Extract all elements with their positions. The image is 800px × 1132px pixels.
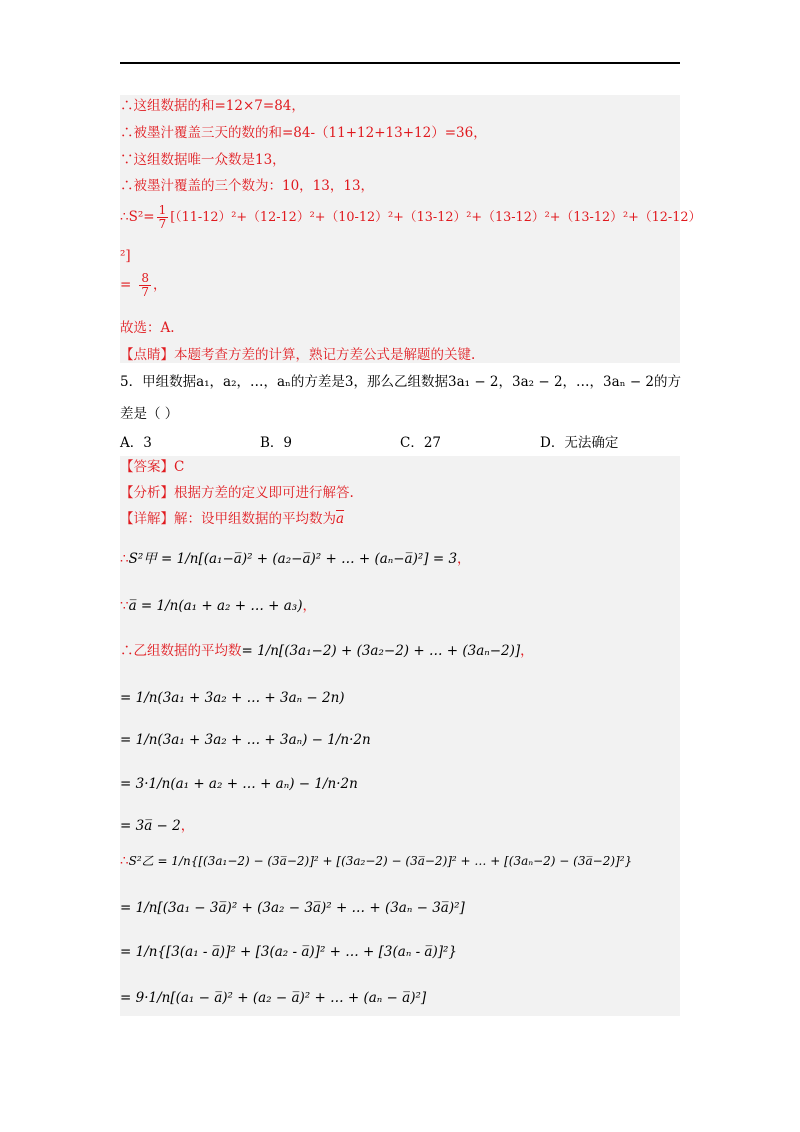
sol4-comment: 【点睛】本题考查方差的计算，熟记方差公式是解题的关键. — [120, 347, 476, 363]
sol5-step-7: = 3a̅ − 2， — [120, 818, 195, 834]
sol4-result-line: = $\frac{8}{7}$ ， — [120, 271, 167, 299]
equation: S²甲 = 1/n[(a₁−a̅)² + (a₂−a̅)² + … + (aₙ−a̅)²] = 3 — [128, 551, 458, 567]
sol4-line-3: ∵这组数据唯一众数是13， — [120, 152, 286, 168]
variance-prefix: ∴S²= — [120, 209, 155, 225]
sol4-line-4: ∴被墨汁覆盖的三个数为：10，13，13， — [120, 178, 375, 194]
sol5-answer: 【答案】C — [120, 459, 185, 475]
sol4-line-2: ∴被墨汁覆盖三天的数的和=84-（11+12+13+12）=36， — [120, 125, 487, 141]
sol5-step-3: ∴乙组数据的平均数= 1/n[(3a₁−2) + (3a₂−2) + … + (3aₙ−2)]， — [120, 643, 534, 659]
sol5-step-1: ∴S²甲 = 1/n[(a₁−a̅)² + (a₂−a̅)² + … + (aₙ−a̅)²] = 3， — [120, 551, 471, 567]
variance-terms: [（11-12）²+（12-12）²+（10-12）²+（13-12）²+（13-12）²+（13-12）²+（12-12） — [170, 210, 702, 225]
sol4-line-6: ²] — [120, 248, 131, 264]
q5-stem-1: 5．甲组数据a₁，a₂，…，aₙ的方差是3，那么乙组数据3a₁ − 2，3a₂ − 2，…，3aₙ − 2的方 — [120, 374, 682, 390]
sol5-step-2: ∵a̅ = 1/n(a₁ + a₂ + … + a₃)， — [120, 598, 316, 614]
header-rule — [120, 62, 680, 64]
q5-option-c: C．27 — [400, 435, 442, 451]
q5-stem-2: 差是（ ） — [120, 406, 179, 422]
q5-option-a: A．3 — [120, 435, 152, 451]
sol5-step-6: = 3·1/n(a₁ + a₂ + … + aₙ) − 1/n·2n — [120, 776, 358, 792]
sol5-step-8: ∴S²乙 = 1/n{[(3a₁−2) − (3a̅−2)]² + [(3a₂−2) − (3a̅−2)]² + … + [(3aₙ−2) − (3a̅−2)]²} — [120, 853, 633, 869]
sol5-step-4: = 1/n(3a₁ + 3a₂ + … + 3aₙ − 2n) — [120, 690, 345, 706]
variance-fraction: $\frac{1}{7}$ — [158, 203, 167, 231]
sol4-variance-line — [120, 203, 702, 231]
sol5-detail: 【详解】解：设甲组数据的平均数为$\overline{a}$ — [120, 511, 345, 527]
sol4-line-1: ∴这组数据的和=12×7=84， — [120, 98, 305, 114]
sol5-step-9: = 1/n[(3a₁ − 3a̅)² + (3a₂ − 3a̅)² + … + (3aₙ − 3a̅)²] — [120, 900, 465, 916]
q5-option-d: D．无法确定 — [540, 435, 619, 451]
sol5-step-10: = 1/n{[3(a₁ - a̅)]² + [3(a₂ - a̅)]² + … + [3(aₙ - a̅)]²} — [120, 944, 458, 960]
sol5-analysis: 【分析】根据方差的定义即可进行解答. — [120, 485, 354, 501]
sol4-choice: 故选：A. — [120, 320, 175, 336]
sol5-step-5: = 1/n(3a₁ + 3a₂ + … + 3aₙ) − 1/n·2n — [120, 732, 371, 748]
q5-option-b: B．9 — [260, 435, 293, 451]
result-fraction: $\frac{8}{7}$ — [141, 271, 149, 299]
sol5-step-11: = 9·1/n[(a₁ − a̅)² + (a₂ − a̅)² + … + (aₙ − a̅)²] — [120, 990, 427, 1006]
